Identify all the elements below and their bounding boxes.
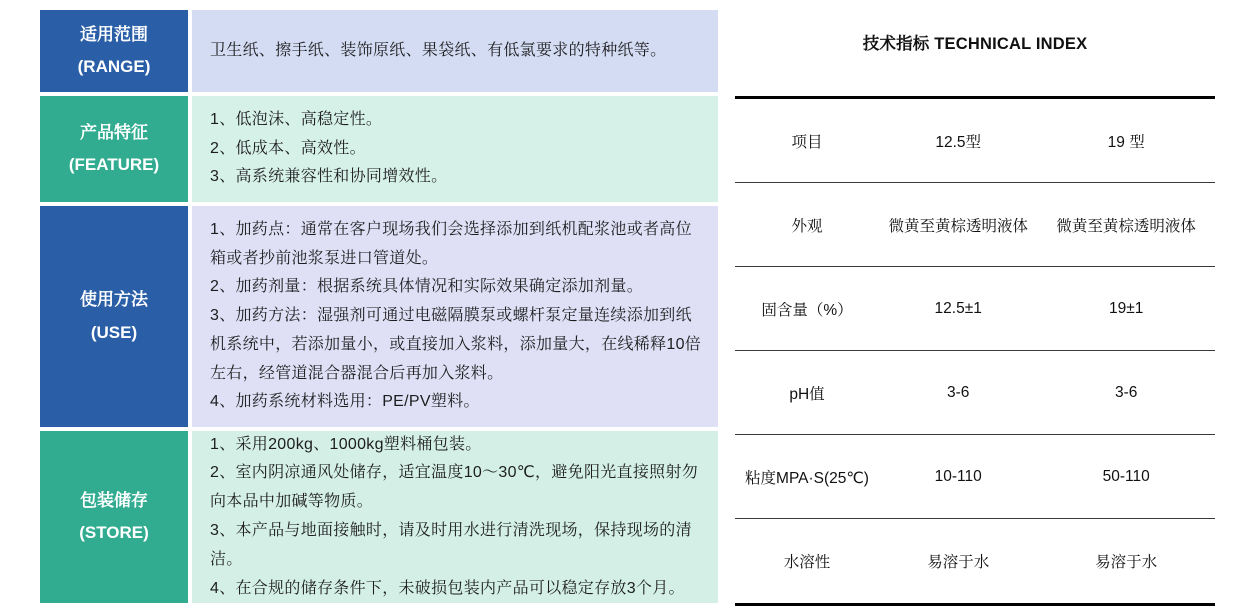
spec-content-use	[192, 206, 718, 427]
tech-cell-value: 10-110	[934, 467, 982, 485]
spec-label-range-en: (RANGE)	[77, 57, 151, 76]
tech-row-label: 固含量（%）	[761, 301, 853, 319]
tech-cell-value: 50-110	[1102, 467, 1150, 485]
technical-index-title: 技术指标 TECHNICAL INDEX	[862, 35, 1088, 53]
spec-content-feature	[192, 96, 718, 202]
spec-line: 2、室内阴凉通风处储存，适宜温度10～30℃，避免阳光直接照射勿向本品中加碱等物质。	[210, 464, 699, 511]
tech-row-ph	[735, 351, 1215, 435]
spec-label-feature	[40, 96, 188, 202]
spec-line: 1、采用200kg、1000kg塑料桶包装。	[210, 435, 482, 453]
spec-line: 1、加药点：通常在客户现场我们会选择添加到纸机配浆池或者高位箱或者抄前池浆泵进口管道处。	[210, 220, 692, 267]
product-spec-table	[40, 10, 718, 603]
spec-line: 4、在合规的储存条件下，未破损包装内产品可以稳定存放3个月。	[210, 579, 685, 597]
tech-cell-value: 易溶于水	[1095, 554, 1158, 571]
tech-cell-value: 微黄至黄棕透明液体	[888, 217, 1028, 235]
technical-index-panel	[735, 10, 1215, 606]
tech-row-label: 粘度MPA·S(25℃)	[745, 469, 869, 487]
spec-label-store-en: (STORE)	[79, 523, 149, 542]
tech-header-type-19: 19 型	[1107, 133, 1145, 151]
tech-row-viscosity	[735, 435, 1215, 519]
tech-row-water-solubility	[735, 519, 1215, 603]
tech-row-appearance	[735, 183, 1215, 267]
spec-label-store-zh: 包装储存	[80, 490, 148, 510]
spec-label-use-zh: 使用方法	[80, 290, 148, 310]
technical-index-table	[735, 96, 1215, 606]
spec-label-store	[40, 431, 188, 603]
spec-line: 4、加药系统材料选用：PE/PV塑料。	[210, 393, 480, 411]
spec-line: 3、加药方法：湿强剂可通过电磁隔膜泵或螺杆泵定量连续添加到纸机系统中，若添加量小，或直接加入浆料，添加量大，在线稀释10倍左右，经管道混合器混合后再加入浆料。	[210, 307, 702, 382]
spec-line: 1、低泡沫、高稳定性。	[210, 110, 383, 128]
tech-row-label: 水溶性	[783, 554, 831, 571]
tech-cell-value: 3-6	[1114, 383, 1138, 401]
tech-cell-value: 易溶于水	[927, 554, 990, 571]
tech-cell-value: 微黄至黄棕透明液体	[1056, 217, 1196, 235]
spec-content-store	[192, 431, 718, 603]
spec-label-use-en: (USE)	[90, 322, 138, 342]
spec-label-feature-en: (FEATURE)	[68, 155, 160, 174]
spec-label-range-zh: 适用范围	[80, 24, 148, 44]
spec-line: 2、低成本、高效性。	[210, 139, 366, 157]
tech-row-label: pH值	[789, 385, 825, 403]
tech-cell-value: 19±1	[1109, 299, 1144, 317]
spec-label-feature-zh: 产品特征	[80, 122, 148, 142]
spec-line: 3、高系统兼容性和协同增效性。	[210, 168, 448, 186]
spec-content-range	[192, 10, 718, 92]
tech-row-solid-content	[735, 267, 1215, 351]
tech-header-type-12-5: 12.5型	[935, 133, 982, 151]
tech-row-label: 外观	[791, 217, 823, 235]
tech-header-row	[735, 99, 1215, 183]
spec-line: 3、本产品与地面接触时，请及时用水进行清洗现场，保持现场的清洁。	[210, 522, 692, 568]
tech-cell-value: 12.5±1	[934, 299, 982, 317]
tech-cell-value: 3-6	[946, 383, 970, 401]
spec-label-use	[40, 206, 188, 427]
spec-line: 卫生纸、擦手纸、装饰原纸、果袋纸、有低氯要求的特种纸等。	[210, 41, 667, 59]
spec-label-range	[40, 10, 188, 92]
tech-header-item: 项目	[791, 133, 823, 151]
spec-line: 2、加药剂量：根据系统具体情况和实际效果确定添加剂量。	[210, 278, 643, 296]
